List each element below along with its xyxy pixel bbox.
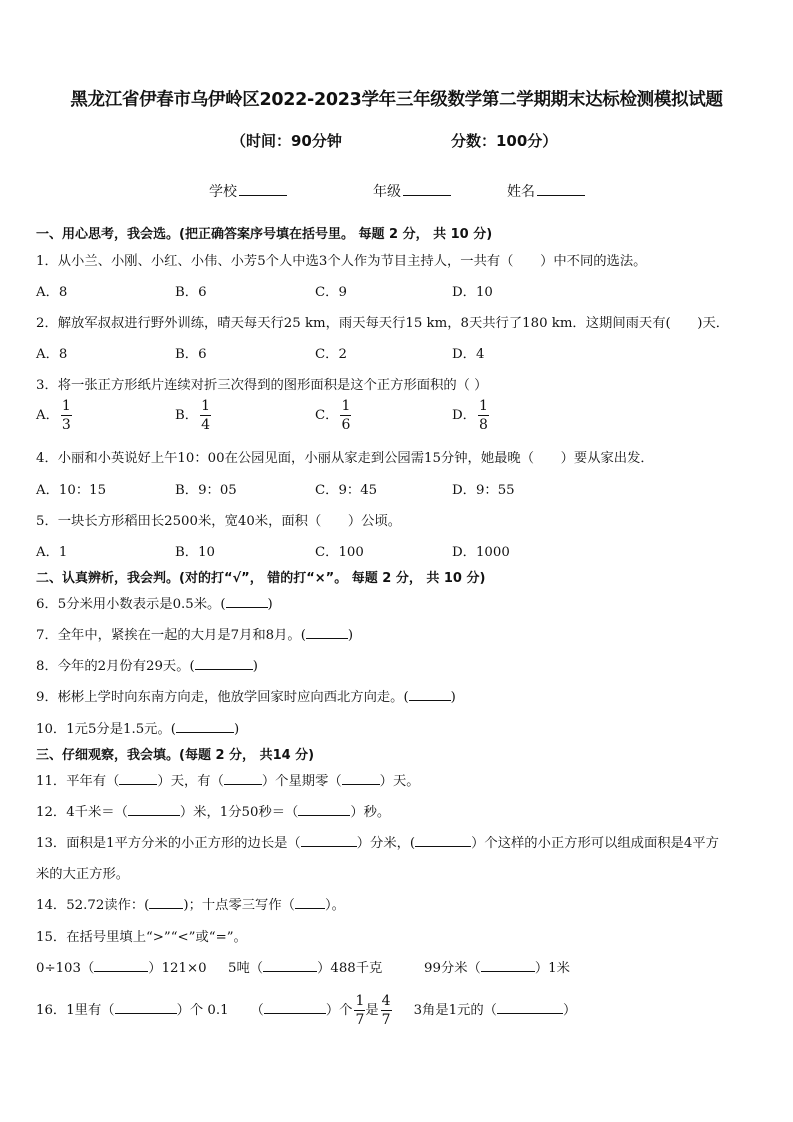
- answer-blank[interactable]: [226, 595, 268, 608]
- school-label: 学校: [209, 184, 237, 200]
- name-blank[interactable]: [537, 183, 585, 196]
- q16-text-6: ）: [562, 1003, 577, 1018]
- q11-text-1: 11．平年有（: [36, 774, 120, 789]
- answer-blank[interactable]: [298, 803, 350, 816]
- q15-part-b: [228, 957, 382, 976]
- q13-text-3: ）个这样的小正方形可以组成面积是4平方: [471, 836, 719, 851]
- question-3: 3．将一张正方形纸片连续对折三次得到的图形面积是这个正方形面积的（ ）: [36, 378, 488, 393]
- school-blank[interactable]: [239, 183, 287, 196]
- section2-heading: 二、认真辨析，我会判。(对的打“√”， 错的打“×”。 每题 2 分， 共 10 分): [36, 571, 486, 586]
- q3-option-a[interactable]: [36, 399, 72, 432]
- q5-option-d[interactable]: D．1000: [452, 545, 510, 560]
- q3-option-c[interactable]: [315, 399, 351, 432]
- q4-option-a[interactable]: A．10：15: [36, 483, 107, 498]
- exam-title: 黑龙江省伊春市乌伊岭区2022-2023学年三年级数学第二学期期末达标检测模拟试题: [70, 90, 723, 110]
- q3-option-d-label: D．: [452, 408, 476, 423]
- fraction: [200, 399, 211, 432]
- fraction: [340, 399, 351, 432]
- q4-option-b[interactable]: B．9：05: [175, 483, 237, 498]
- q1-option-c[interactable]: C．9: [315, 285, 347, 300]
- answer-blank[interactable]: [497, 1001, 563, 1014]
- q16-is: 是: [365, 1003, 379, 1018]
- q13-text-1: 13．面积是1平方分米的小正方形的边长是（: [36, 836, 301, 851]
- answer-blank[interactable]: [264, 1001, 326, 1014]
- answer-blank[interactable]: [306, 626, 348, 639]
- q11-text-3: ）个星期零（: [261, 774, 342, 789]
- answer-blank[interactable]: [295, 896, 325, 909]
- fraction-denominator: 8: [478, 417, 488, 433]
- answer-blank[interactable]: [94, 959, 148, 972]
- q4-option-c[interactable]: C．9：45: [315, 483, 378, 498]
- q14-text-2: )；十点零三写作（: [183, 898, 295, 913]
- answer-blank[interactable]: [149, 896, 183, 909]
- fraction-numerator: 1: [355, 993, 365, 1009]
- answer-blank[interactable]: [224, 772, 262, 785]
- q13-text-2: ）分米，(: [356, 836, 416, 851]
- q5-option-c[interactable]: C．100: [315, 545, 364, 560]
- question-14: [36, 894, 345, 913]
- grade-field: [373, 181, 451, 201]
- q16-text-4: ）个: [325, 1003, 353, 1018]
- fraction: [381, 994, 392, 1027]
- q15b-text-2: ）488千克: [317, 961, 383, 976]
- q15a-text-2: ）121×0: [148, 961, 207, 976]
- q16-text-3: （: [250, 1003, 264, 1018]
- answer-blank[interactable]: [342, 772, 380, 785]
- question-1: 1．从小兰、小刚、小红、小伟、小芳5个人中选3个人作为节目主持人，一共有（ ）中不同的选法。: [36, 254, 647, 269]
- fraction-numerator: 1: [61, 398, 71, 414]
- close-paren: ): [233, 722, 240, 737]
- close-paren: ): [450, 690, 456, 705]
- q11-text-2: ）天，有（: [157, 774, 224, 789]
- question-8-text: 8．今年的2月份有29天。(: [36, 659, 195, 674]
- fraction: [61, 399, 72, 432]
- q15a-text-1: 0÷103（: [36, 961, 95, 976]
- fraction-denominator: 4: [201, 417, 210, 433]
- section1-heading: 一、用心思考，我会选。(把正确答案序号填在括号里。 每题 2 分， 共 10 分): [36, 227, 493, 242]
- question-5: 5．一块长方形稻田长2500米，宽40米，面积（ ）公顷。: [36, 514, 402, 529]
- q14-text-3: ）。: [324, 898, 345, 913]
- fraction: [478, 399, 489, 432]
- q15-part-a: [36, 957, 207, 976]
- q2-option-d[interactable]: D．4: [452, 347, 485, 362]
- question-9: [36, 686, 456, 705]
- question-13: [36, 832, 719, 851]
- q2-option-b[interactable]: B．6: [175, 347, 207, 362]
- close-paren: ): [267, 597, 273, 612]
- fraction-denominator: 3: [61, 417, 71, 433]
- q14-text-1: 14．52.72读作：(: [36, 898, 150, 913]
- school-field: [209, 181, 287, 201]
- q5-option-b[interactable]: B．10: [175, 545, 215, 560]
- answer-blank[interactable]: [119, 772, 157, 785]
- q15c-text-2: ）1米: [534, 961, 570, 976]
- question-7: [36, 624, 353, 643]
- fraction-denominator: 7: [355, 1012, 365, 1028]
- question-7-text: 7．全年中，紧挨在一起的大月是7月和8月。(: [36, 628, 306, 643]
- q16-text-2: ）个 0.1: [176, 1003, 229, 1018]
- answer-blank[interactable]: [176, 720, 234, 733]
- answer-blank[interactable]: [195, 657, 253, 670]
- close-paren: ): [252, 659, 258, 674]
- q12-text-2: ）米，1分50秒＝（: [179, 805, 299, 820]
- q12-text-1: 12．4千米＝（: [36, 805, 128, 820]
- q1-option-b[interactable]: B．6: [175, 285, 207, 300]
- answer-blank[interactable]: [301, 834, 357, 847]
- q15c-text-1: 99分米（: [424, 961, 481, 976]
- q2-option-c[interactable]: C．2: [315, 347, 347, 362]
- q3-option-c-label: C．: [315, 408, 339, 423]
- grade-blank[interactable]: [403, 183, 451, 196]
- q2-option-a[interactable]: A．8: [36, 347, 68, 362]
- fraction-numerator: 1: [478, 398, 488, 414]
- q11-text-4: ）天。: [379, 774, 420, 789]
- question-8: [36, 655, 258, 674]
- question-12: [36, 801, 390, 820]
- question-15: 15．在括号里填上“>”“<”或“=”。: [36, 930, 247, 945]
- exam-time: （时间：90分钟: [231, 132, 342, 150]
- q4-option-d[interactable]: D．9：55: [452, 483, 515, 498]
- answer-blank[interactable]: [481, 959, 535, 972]
- question-11: [36, 770, 420, 789]
- q3-option-b-label: B．: [175, 408, 199, 423]
- answer-blank[interactable]: [115, 1001, 177, 1014]
- question-2: 2．解放军叔叔进行野外训练，晴天每天行25 km，雨天每天行15 km，8天共行了180 km．这期间雨天有( )天．: [36, 316, 730, 331]
- fraction-numerator: 4: [381, 993, 391, 1009]
- exam-score: 分数：100分）: [451, 132, 558, 150]
- grade-label: 年级: [373, 184, 401, 200]
- q3-option-a-label: A．: [36, 408, 59, 423]
- name-label: 姓名: [507, 184, 535, 200]
- question-13-line2: 米的大正方形。: [36, 867, 130, 882]
- q3-option-d[interactable]: [452, 399, 489, 432]
- question-10: [36, 718, 239, 737]
- question-16: [36, 994, 576, 1027]
- question-9-text: 9．彬彬上学时向东南方向走，他放学回家时应向西北方向走。(: [36, 690, 409, 705]
- question-4: 4．小丽和小英说好上午10：00在公园见面，小丽从家走到公园需15分钟，她最晚（ ）要从家出发．: [36, 451, 654, 466]
- name-field: [507, 181, 585, 201]
- answer-blank[interactable]: [128, 803, 180, 816]
- fraction-denominator: 6: [341, 417, 351, 433]
- answer-blank[interactable]: [263, 959, 317, 972]
- q12-text-3: ）秒。: [350, 805, 391, 820]
- question-6: [36, 593, 273, 612]
- q5-option-a[interactable]: A．1: [36, 545, 68, 560]
- q15-part-c: [424, 957, 570, 976]
- fraction-numerator: 1: [341, 398, 351, 414]
- q15b-text-1: 5吨（: [228, 961, 264, 976]
- q1-option-a[interactable]: A．8: [36, 285, 68, 300]
- close-paren: ): [347, 628, 354, 643]
- q3-option-b[interactable]: [175, 399, 211, 432]
- answer-blank[interactable]: [415, 834, 471, 847]
- q16-text-5: 3角是1元的（: [413, 1003, 497, 1018]
- question-10-text: 10．1元5分是1.5元。(: [36, 722, 176, 737]
- fraction-numerator: 1: [201, 398, 210, 414]
- fraction-denominator: 7: [381, 1012, 391, 1028]
- fraction: [354, 994, 365, 1027]
- section3-heading: 三、仔细观察，我会填。(每题 2 分， 共14 分): [36, 748, 315, 763]
- q16-text-1: 16．1里有（: [36, 1003, 115, 1018]
- q1-option-d[interactable]: D．10: [452, 285, 493, 300]
- question-6-text: 6．5分米用小数表示是0.5米。(: [36, 597, 226, 612]
- answer-blank[interactable]: [409, 688, 451, 701]
